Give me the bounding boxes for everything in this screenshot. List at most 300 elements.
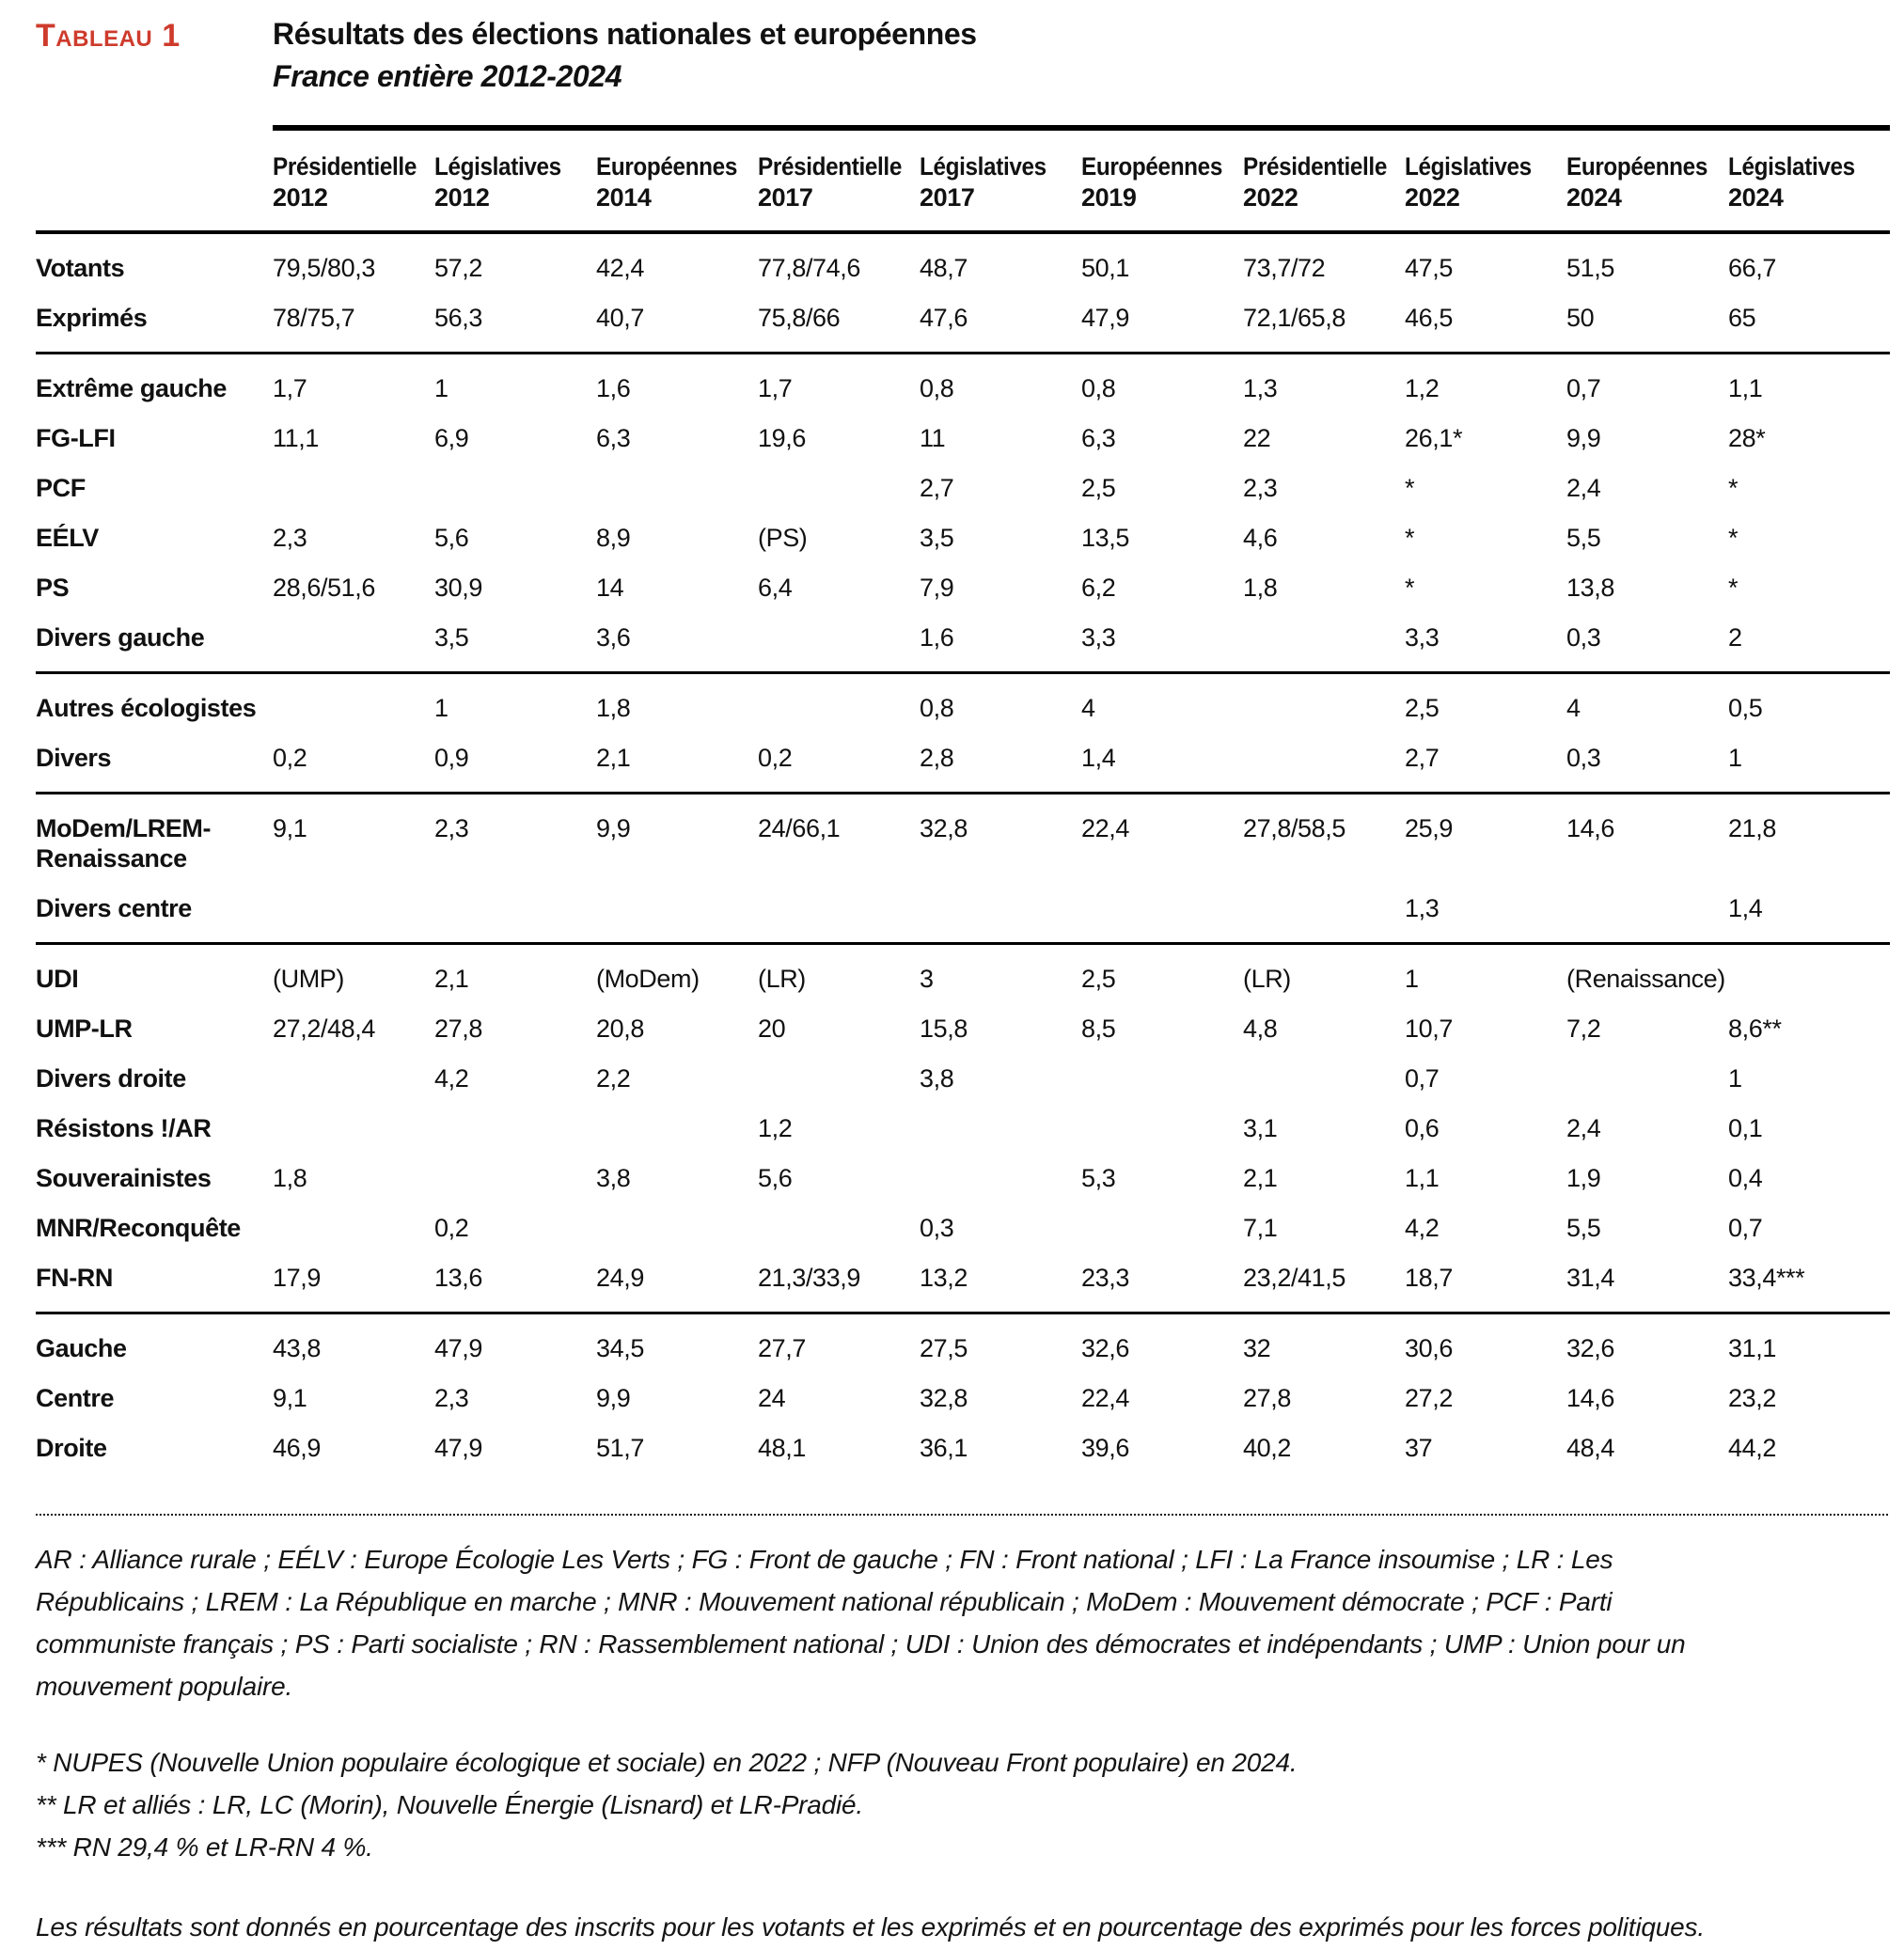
cell: 47,9 (434, 1434, 482, 1462)
cell: 1,6 (920, 623, 954, 652)
cell: 3,5 (434, 623, 469, 652)
cell: 33,4*** (1728, 1264, 1805, 1292)
cell: 7,2 (1566, 1014, 1601, 1043)
cell: 2,2 (596, 1064, 631, 1093)
column-header-type: Présidentielle (758, 152, 902, 181)
cell (1243, 733, 1405, 792)
row-label: Exprimés (36, 304, 148, 332)
cell: 44,2 (1728, 1434, 1776, 1462)
cell: 5,6 (758, 1164, 793, 1192)
cell: 1,6 (596, 352, 758, 414)
cell: 2,5 (1081, 942, 1243, 1004)
cell (1243, 884, 1405, 942)
cell (596, 1203, 758, 1253)
column-header-type: Législatives (1405, 152, 1532, 181)
cell: 46,9 (273, 1434, 321, 1462)
table-row (36, 1312, 1890, 1374)
row-label: Centre (36, 1384, 115, 1412)
cell: 1 (1405, 942, 1566, 1004)
cell: 20 (758, 1014, 786, 1043)
cell: 1,3 (1243, 352, 1405, 414)
row-group (36, 1312, 1890, 1482)
cell: 6,4 (758, 574, 793, 602)
cell: 0,3 (1566, 623, 1601, 652)
column-header (1728, 125, 1890, 234)
cell: 66,7 (1728, 254, 1776, 282)
cell: 23,2/41,5 (1243, 1264, 1346, 1292)
cell (273, 1054, 434, 1104)
cell: 14 (596, 574, 624, 602)
cell: 26,1* (1405, 424, 1463, 452)
cell: 3,8 (920, 1064, 954, 1093)
cell (1243, 613, 1405, 671)
cell (273, 884, 434, 942)
column-header-year: 2019 (1081, 183, 1137, 212)
cell (1243, 1054, 1405, 1104)
column-header-type: Européennes (596, 152, 737, 181)
footnote-nupes: * NUPES (Nouvelle Union populaire écologique et sociale) en 2022 ; NFP (Nouveau Front populaire) en 2024. (36, 1748, 1298, 1777)
table-row (36, 464, 1890, 513)
cell: 19,6 (758, 424, 806, 452)
cell: 46,5 (1405, 304, 1453, 332)
column-header-type: Présidentielle (273, 152, 417, 181)
column-header-type: Législatives (434, 152, 561, 181)
cell: 43,8 (273, 1312, 434, 1374)
table-row (36, 884, 1890, 942)
cell (758, 1203, 920, 1253)
cell: 2,3 (434, 792, 596, 884)
cell: 3,3 (1405, 623, 1440, 652)
table-row (36, 792, 1890, 884)
cell: 32,8 (920, 792, 1081, 884)
cell: 8,5 (1081, 1014, 1116, 1043)
table-number-label: Tableau 1 (36, 18, 181, 54)
table-row (36, 352, 1890, 414)
column-header (1405, 125, 1566, 234)
row-group (36, 234, 1890, 352)
cell: 6,2 (1081, 574, 1116, 602)
cell (434, 464, 596, 513)
cell: 22 (1243, 424, 1271, 452)
cell: 27,5 (920, 1312, 1081, 1374)
cell: 28* (1728, 424, 1766, 452)
cell: 13,6 (434, 1264, 482, 1292)
row-label: Extrême gauche (36, 352, 273, 414)
cell: 1,8 (1243, 574, 1278, 602)
cell: 3 (920, 942, 1081, 1004)
cell: * (1405, 524, 1415, 552)
cell: 1 (1728, 1064, 1742, 1093)
cell: 1,2 (758, 1114, 793, 1142)
row-label: Divers centre (36, 894, 192, 922)
column-header-year: 2024 (1566, 183, 1622, 212)
notes-section (36, 1538, 1890, 1948)
row-label: Résistons !/AR (36, 1114, 212, 1142)
cell: 14,6 (1566, 792, 1728, 884)
cell: 9,1 (273, 792, 434, 884)
table-row (36, 234, 1890, 293)
cell: 3,3 (1081, 623, 1116, 652)
cell: * (1728, 574, 1739, 602)
cell (1566, 884, 1728, 942)
cell (1081, 884, 1243, 942)
column-header (758, 125, 920, 234)
cell (1081, 1054, 1243, 1104)
cell: 0,3 (920, 1214, 954, 1242)
cell: 27,8/58,5 (1243, 792, 1405, 884)
cell: 1 (434, 352, 596, 414)
cell (758, 884, 920, 942)
cell: 1,7 (273, 352, 434, 414)
cell: 27,2/48,4 (273, 1014, 376, 1043)
table-row (36, 1253, 1890, 1312)
cell: (UMP) (273, 942, 434, 1004)
cell: 1,3 (1405, 894, 1440, 922)
cell: 32,8 (920, 1384, 968, 1412)
abbreviations-note: AR : Alliance rurale ; EÉLV : Europe Écologie Les Verts ; FG : Front de gauche ; FN : Front national ; LFI : La France insoumise ; LR : Les Républicains ; LREM : La République en marche ; MNR : Mouvement national républicain ; MoDem : Mouvement démocrate ; PCF : Parti communiste français ; PS : Parti socialiste ; RN : Rassemblement national ; UDI : Union des démocrates et indépendants ; UMP : Union pour un mouvement populaire. (36, 1545, 1686, 1701)
cell: 32,6 (1081, 1312, 1243, 1374)
row-group (36, 671, 1890, 792)
cell: 13,2 (920, 1264, 968, 1292)
cell: 23,2 (1728, 1384, 1776, 1412)
cell: 28,6/51,6 (273, 574, 376, 602)
table-row (36, 1154, 1890, 1203)
row-label: Divers gauche (36, 623, 205, 652)
cell: 77,8/74,6 (758, 254, 861, 282)
cell: 79,5/80,3 (273, 254, 376, 282)
row-label: MNR/Reconquête (36, 1214, 241, 1242)
cell (1728, 942, 1890, 1004)
table-header (36, 125, 1890, 234)
table-row (36, 942, 1890, 1004)
column-header-year: 2017 (758, 183, 813, 212)
cell: 72,1/65,8 (1243, 304, 1346, 332)
cell (758, 671, 920, 733)
cell: 50,1 (1081, 254, 1129, 282)
cell: 2,8 (920, 744, 954, 772)
cell: 4,2 (434, 1064, 469, 1093)
cell: 48,4 (1566, 1434, 1614, 1462)
cell: 30,9 (434, 574, 482, 602)
row-label: Droite (36, 1434, 107, 1462)
cell: 21,3/33,9 (758, 1264, 861, 1292)
cell: 48,7 (920, 254, 968, 282)
table-row (36, 1423, 1890, 1482)
cell: 3,1 (1243, 1114, 1278, 1142)
cell: 4,2 (1405, 1214, 1440, 1242)
titles (273, 15, 977, 95)
row-label: EÉLV (36, 524, 99, 552)
cell: 40,7 (596, 304, 644, 332)
cell: 5,3 (1081, 1164, 1116, 1192)
row-group (36, 942, 1890, 1312)
cell: 22,4 (1081, 792, 1243, 884)
table-row (36, 1374, 1890, 1423)
cell: 51,5 (1566, 254, 1614, 282)
column-header (434, 125, 596, 234)
row-label: Gauche (36, 1312, 273, 1374)
cell: 48,1 (758, 1434, 806, 1462)
cell: 2,3 (273, 524, 307, 552)
cell: 0,7 (1566, 352, 1728, 414)
cell: 10,7 (1405, 1014, 1453, 1043)
cell: 1,8 (273, 1164, 307, 1192)
cell: 1,1 (1405, 1164, 1440, 1192)
cell: 1,4 (1081, 744, 1116, 772)
cell (434, 1154, 596, 1203)
cell (273, 671, 434, 733)
corner-cell (36, 125, 273, 234)
table-row (36, 671, 1890, 733)
cell: 15,8 (920, 1014, 968, 1043)
cell: 7,9 (920, 574, 954, 602)
cell: 32 (1243, 1312, 1405, 1374)
cell: 0,1 (1728, 1114, 1763, 1142)
cell: 0,3 (1566, 744, 1601, 772)
cell (1081, 1104, 1243, 1154)
cell: 0,8 (920, 671, 1081, 733)
column-header (920, 125, 1081, 234)
cell: 7,1 (1243, 1214, 1278, 1242)
row-label: UMP-LR (36, 1014, 133, 1043)
cell: 3,6 (596, 623, 631, 652)
cell: * (1728, 524, 1739, 552)
cell: 27,7 (758, 1312, 920, 1374)
column-header (1566, 125, 1728, 234)
cell: 21,8 (1728, 792, 1890, 884)
cell: 9,9 (596, 792, 758, 884)
row-label: PS (36, 574, 70, 602)
cell: 5,5 (1566, 1214, 1601, 1242)
cell: 6,9 (434, 424, 469, 452)
cell: 1,4 (1728, 894, 1763, 922)
cell: 22,4 (1081, 1384, 1129, 1412)
page-subtitle: France entière 2012-2024 (273, 59, 622, 93)
cell: 24,9 (596, 1264, 644, 1292)
cell (920, 1154, 1081, 1203)
cell (920, 1104, 1081, 1154)
row-label: Souverainistes (36, 1164, 212, 1192)
cell: 40,2 (1243, 1434, 1291, 1462)
cell: 1,1 (1728, 352, 1890, 414)
table-row (36, 1104, 1890, 1154)
cell: 73,7/72 (1243, 254, 1326, 282)
row-group (36, 352, 1890, 671)
cell: * (1728, 474, 1739, 502)
title-block (36, 15, 1890, 95)
cell: 47,6 (920, 304, 968, 332)
cell: 2,1 (434, 942, 596, 1004)
cell: 24 (758, 1384, 786, 1412)
cell: 2,1 (1243, 1164, 1278, 1192)
cell: 4,6 (1243, 524, 1278, 552)
cell: 0,6 (1405, 1114, 1440, 1142)
cell: 27,8 (1243, 1384, 1291, 1412)
cell: 65 (1728, 304, 1756, 332)
cell: * (1405, 574, 1415, 602)
cell (758, 464, 920, 513)
cell (596, 464, 758, 513)
cell: 0,8 (1081, 352, 1243, 414)
results-table (36, 125, 1890, 1482)
cell: 0,4 (1728, 1164, 1763, 1192)
cell: 2,1 (596, 744, 631, 772)
cell: 47,9 (1081, 304, 1129, 332)
cell: 9,9 (596, 1384, 631, 1412)
row-label: Divers droite (36, 1064, 186, 1093)
column-header-year: 2017 (920, 183, 975, 212)
cell: 0,7 (1728, 1214, 1763, 1242)
cell: 5,6 (434, 524, 469, 552)
cell: 0,5 (1728, 671, 1890, 733)
cell: 34,5 (596, 1312, 758, 1374)
row-label: UDI (36, 942, 273, 1004)
cell: 11 (920, 424, 946, 452)
column-header-type: Européennes (1081, 152, 1222, 181)
cell (1243, 671, 1405, 733)
cell: 47,5 (1405, 254, 1453, 282)
cell: 11,1 (273, 424, 319, 452)
cell (434, 884, 596, 942)
cell: 31,4 (1566, 1264, 1614, 1292)
column-header-year: 2022 (1405, 183, 1460, 212)
cell: 25,9 (1405, 792, 1566, 884)
footnote-rn: *** RN 29,4 % et LR-RN 4 %. (36, 1832, 373, 1862)
column-header-year: 2012 (434, 183, 490, 212)
cell: 2,3 (1243, 474, 1278, 502)
cell: 13,8 (1566, 574, 1614, 602)
cell: 9,1 (273, 1384, 307, 1412)
cell: 17,9 (273, 1264, 321, 1292)
row-label: PCF (36, 474, 86, 502)
row-label: Autres écologistes (36, 671, 273, 733)
cell: 20,8 (596, 1014, 644, 1043)
cell: 2,5 (1081, 474, 1116, 502)
column-header-year: 2012 (273, 183, 328, 212)
cell: 1,2 (1405, 352, 1566, 414)
cell: 31,1 (1728, 1312, 1890, 1374)
column-header (596, 125, 758, 234)
cell: 57,2 (434, 254, 482, 282)
table-row (36, 1054, 1890, 1104)
row-label: Divers (36, 744, 112, 772)
cell (273, 1104, 434, 1154)
column-header-year: 2022 (1243, 183, 1298, 212)
cell: 1 (434, 671, 596, 733)
cell: 18,7 (1405, 1264, 1453, 1292)
cell: 24/66,1 (758, 792, 920, 884)
cell: 4 (1566, 671, 1728, 733)
cell: 23,3 (1081, 1264, 1129, 1292)
cell: 0,2 (758, 744, 793, 772)
cell: 2,7 (920, 474, 954, 502)
cell: 75,8/66 (758, 304, 841, 332)
table-row (36, 563, 1890, 613)
cell (1566, 1054, 1728, 1104)
row-label: FN-RN (36, 1264, 113, 1292)
cell: 0,9 (434, 744, 469, 772)
cell: 1,9 (1566, 1164, 1601, 1192)
cell (596, 1104, 758, 1154)
cell: 0,2 (273, 744, 307, 772)
table-row (36, 733, 1890, 792)
cell: 32,6 (1566, 1312, 1728, 1374)
cell: 2,4 (1566, 1114, 1601, 1142)
cell: 27,8 (434, 1014, 482, 1043)
cell (920, 884, 1081, 942)
cell: 2,5 (1405, 671, 1566, 733)
column-header-type: Européennes (1566, 152, 1707, 181)
cell (273, 464, 434, 513)
table-row (36, 513, 1890, 563)
cell: (Renaissance) (1566, 942, 1728, 1004)
cell: 36,1 (920, 1434, 968, 1462)
cell: 1,8 (596, 671, 758, 733)
cell: (MoDem) (596, 942, 758, 1004)
footnotes (36, 1741, 1890, 1868)
table-row (36, 1203, 1890, 1253)
table-row (36, 613, 1890, 671)
row-label: FG-LFI (36, 424, 116, 452)
column-header-type: Législatives (1728, 152, 1855, 181)
cell (758, 613, 920, 671)
cell (434, 1104, 596, 1154)
cell: 51,7 (596, 1434, 644, 1462)
cell: 4 (1081, 671, 1243, 733)
cell (273, 613, 434, 671)
cell: 14,6 (1566, 1384, 1614, 1412)
column-header-year: 2024 (1728, 183, 1784, 212)
column-header (1081, 125, 1243, 234)
cell (596, 884, 758, 942)
cell: 37 (1405, 1434, 1433, 1462)
cell: 1 (1728, 744, 1742, 772)
cell: 8,6** (1728, 1014, 1782, 1043)
cell: 3,5 (920, 524, 954, 552)
column-header (1243, 125, 1405, 234)
cell: 1,7 (758, 352, 920, 414)
cell: 0,7 (1405, 1064, 1440, 1093)
cell (273, 1203, 434, 1253)
header-row (36, 125, 1890, 234)
cell: 0,2 (434, 1214, 469, 1242)
footnote-lr-allies: ** LR et alliés : LR, LC (Morin), Nouvelle Énergie (Lisnard) et LR-Pradié. (36, 1790, 864, 1819)
cell: 47,9 (434, 1312, 596, 1374)
cell: 6,3 (1081, 424, 1116, 452)
cell: 30,6 (1405, 1312, 1566, 1374)
column-header-type: Législatives (920, 152, 1046, 181)
row-label: Votants (36, 254, 125, 282)
cell: 9,9 (1566, 424, 1601, 452)
cell: 6,3 (596, 424, 631, 452)
table-row (36, 414, 1890, 464)
page-title: Résultats des élections nationales et européennes (273, 17, 977, 51)
cell: 42,4 (596, 254, 644, 282)
cell: 0,8 (920, 352, 1081, 414)
cell: 2 (1728, 623, 1742, 652)
column-header-type: Présidentielle (1243, 152, 1387, 181)
cell: 56,3 (434, 304, 482, 332)
cell: 78/75,7 (273, 304, 355, 332)
column-header-year: 2014 (596, 183, 652, 212)
cell: 3,8 (596, 1164, 631, 1192)
column-header (273, 125, 434, 234)
notes-divider (36, 1514, 1888, 1516)
table-row (36, 293, 1890, 352)
cell: 8,9 (596, 524, 631, 552)
cell: 27,2 (1405, 1384, 1453, 1412)
cell: 4,8 (1243, 1014, 1278, 1043)
